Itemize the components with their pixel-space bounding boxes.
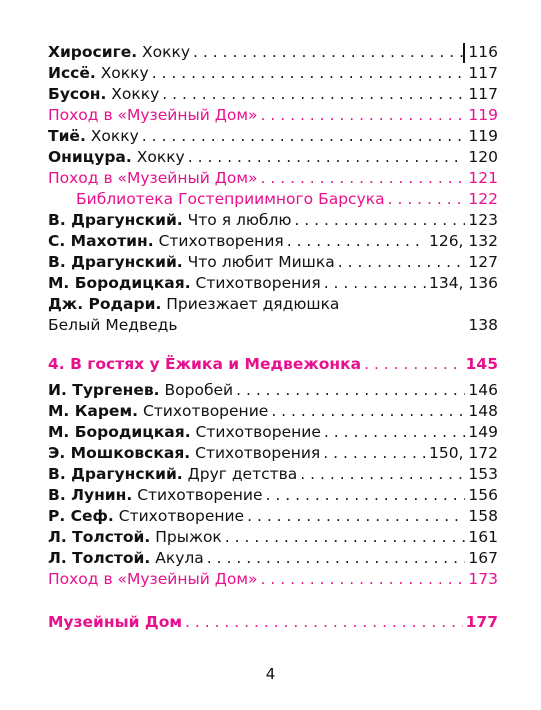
entry-author: Тиё. <box>48 127 86 145</box>
entry-author: Бусон. <box>48 85 107 103</box>
entry-title: Хокку <box>142 43 191 61</box>
entry-author: М. Бородицкая. <box>48 274 191 292</box>
toc-entry <box>48 147 498 168</box>
entry-title: Стихотворения <box>158 232 284 250</box>
entry-author: Хиросиге. <box>48 43 138 61</box>
toc-entry <box>48 84 498 105</box>
page-number: 4 <box>265 665 276 683</box>
entry-pages: 119 <box>468 127 498 145</box>
entry-author: В. Лунин. <box>48 486 133 504</box>
entry-author: И. Тургенев. <box>48 381 160 399</box>
entry-author: Л. Толстой. <box>48 549 151 567</box>
entry-author: В. Драгунский. <box>48 253 183 271</box>
section-pages: 145 <box>465 355 498 373</box>
entry-pages: 149 <box>468 423 498 441</box>
dot-leader <box>324 422 466 443</box>
dot-leader <box>364 352 463 376</box>
text-cursor-mark <box>463 43 465 63</box>
entry-title: Воробей <box>164 381 234 399</box>
toc-final-heading <box>48 610 498 634</box>
toc-entry <box>48 252 498 273</box>
entry-pages: 167 <box>468 549 498 567</box>
toc-entry <box>48 63 498 84</box>
dot-leader <box>207 548 466 569</box>
entry-pages: 116 <box>468 43 498 61</box>
entry-title: Хокку <box>111 85 160 103</box>
entry-pages: 120 <box>468 148 498 166</box>
dot-leader <box>188 147 466 168</box>
dot-leader <box>193 42 465 63</box>
entry-pages: 150, 172 <box>428 444 498 462</box>
entry-pages: 148 <box>468 402 498 420</box>
dot-leader <box>324 273 426 294</box>
entry-pages: 156 <box>468 486 498 504</box>
toc-entry <box>48 42 498 63</box>
dot-leader <box>300 464 465 485</box>
section-pages: 177 <box>465 613 498 631</box>
entry-title: Поход в «Музейный Дом» <box>48 169 258 187</box>
entry-pages: 126, 132 <box>428 232 498 250</box>
entry-pages: 119 <box>468 106 498 124</box>
dot-leader <box>261 105 466 126</box>
entry-title: Прыжок <box>155 528 222 546</box>
dot-leader <box>261 168 466 189</box>
entry-title: Акула <box>155 549 204 567</box>
entry-title: Стихотворения <box>195 444 321 462</box>
toc-entry <box>48 380 498 401</box>
toc-entry <box>48 506 498 527</box>
entry-title: Что любит Мишка <box>187 253 335 271</box>
entry-title: Поход в «Музейный Дом» <box>48 106 258 124</box>
entry-title: Стихотворение <box>118 507 245 525</box>
toc-entry <box>48 422 498 443</box>
toc-entry-museum-trip <box>48 105 498 126</box>
entry-author: Иссё. <box>48 64 96 82</box>
dot-leader <box>162 84 465 105</box>
toc-entry <box>48 210 498 231</box>
toc-entry-library <box>48 189 498 210</box>
dot-leader <box>152 63 466 84</box>
toc-section-heading <box>48 352 498 376</box>
entry-pages: 134, 136 <box>428 274 498 292</box>
entry-author: Р. Сеф. <box>48 507 114 525</box>
toc-entry <box>48 548 498 569</box>
entry-pages: 117 <box>468 64 498 82</box>
entry-pages: 127 <box>468 253 498 271</box>
entry-title: Стихотворения <box>195 274 321 292</box>
toc-entry <box>48 231 498 252</box>
entry-title-continued: Белый Медведь <box>48 316 178 334</box>
dot-leader <box>236 380 465 401</box>
dot-leader <box>185 610 463 634</box>
toc-entry <box>48 485 498 506</box>
entry-author: Оницура. <box>48 148 132 166</box>
dot-leader <box>294 210 465 231</box>
toc-entry <box>48 443 498 464</box>
entry-pages: 161 <box>468 528 498 546</box>
entry-author: В. Драгунский. <box>48 211 183 229</box>
entry-pages: 117 <box>468 85 498 103</box>
entry-author: В. Драгунский. <box>48 465 183 483</box>
entry-author: Дж. Родари. <box>48 295 162 313</box>
toc-entry-continuation <box>48 315 498 336</box>
toc-entry <box>48 527 498 548</box>
toc-entry <box>48 273 498 294</box>
entry-author: М. Карем. <box>48 402 139 420</box>
entry-pages: 138 <box>468 316 498 334</box>
toc-entry <box>48 401 498 422</box>
entry-title: Стихотворение <box>195 423 321 441</box>
entry-pages: 153 <box>468 465 498 483</box>
dot-leader <box>247 506 465 527</box>
entry-title: Стихотворение <box>142 402 269 420</box>
entry-pages: 173 <box>468 570 498 588</box>
entry-title: Хокку <box>90 127 139 145</box>
section-title: 4. В гостях у Ёжика и Медвежонка <box>48 355 362 373</box>
toc-entry-museum-trip <box>48 168 498 189</box>
dot-leader <box>388 189 466 210</box>
entry-title: Друг детства <box>187 465 298 483</box>
entry-author: Л. Толстой. <box>48 528 151 546</box>
entry-author: М. Бородицкая. <box>48 423 191 441</box>
dot-leader <box>266 485 466 506</box>
section-title: Музейный Дом <box>48 613 183 631</box>
table-of-contents <box>48 42 498 634</box>
entry-pages: 146 <box>468 381 498 399</box>
toc-entry <box>48 294 498 315</box>
dot-leader <box>338 252 466 273</box>
entry-title: Что я люблю <box>187 211 292 229</box>
entry-title: Приезжает дядюшка <box>166 295 340 313</box>
entry-pages: 123 <box>468 211 498 229</box>
dot-leader <box>323 443 426 464</box>
entry-pages: 122 <box>468 190 498 208</box>
toc-entry <box>48 464 498 485</box>
entry-author: Э. Мошковская. <box>48 444 191 462</box>
entry-title: Стихотворение <box>137 486 263 504</box>
entry-title: Поход в «Музейный Дом» <box>48 570 258 588</box>
dot-leader <box>271 401 465 422</box>
dot-leader <box>142 126 466 147</box>
dot-leader <box>225 527 466 548</box>
entry-title: Библиотека Гостеприимного Барсука <box>76 190 385 208</box>
entry-author: С. Махотин. <box>48 232 154 250</box>
dot-leader <box>261 569 466 590</box>
dot-leader <box>287 231 426 252</box>
toc-entry-museum-trip <box>48 569 498 590</box>
toc-entry <box>48 126 498 147</box>
entry-pages: 158 <box>468 507 498 525</box>
entry-pages: 121 <box>468 169 498 187</box>
entry-title: Хокку <box>100 64 149 82</box>
entry-title: Хокку <box>136 148 185 166</box>
